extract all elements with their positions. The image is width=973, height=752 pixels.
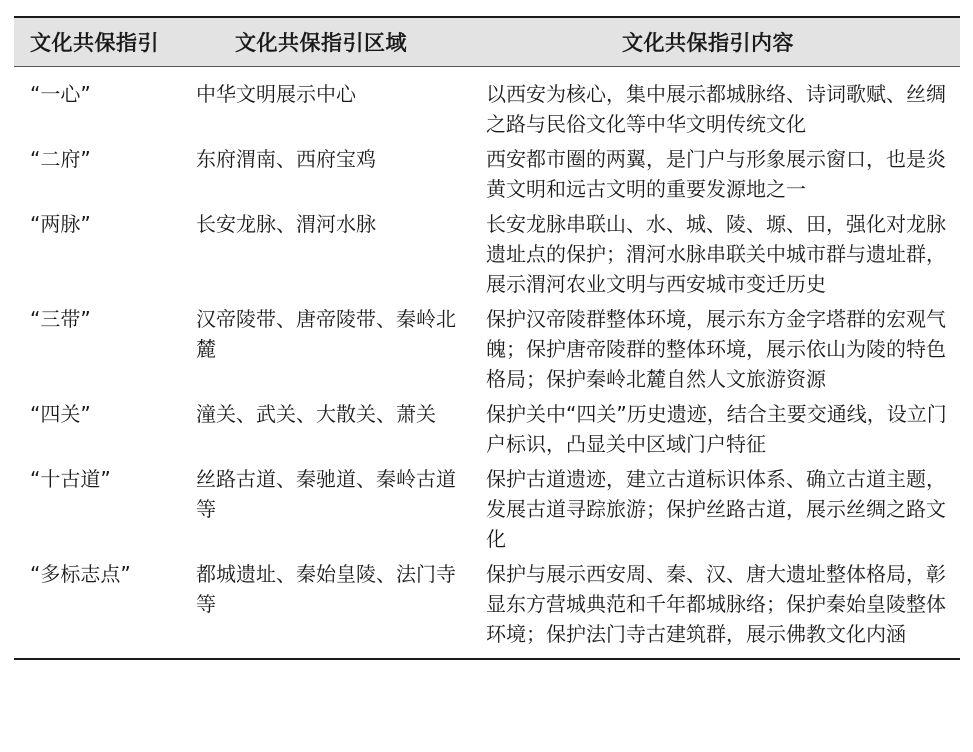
- header-guideline: 文化共保指引: [30, 31, 159, 55]
- row-guideline: “三带”: [30, 307, 91, 331]
- row-region: 长安龙脉、渭河水脉: [196, 212, 376, 236]
- row-region: 都城遗址、秦始皇陵、法门寺等: [196, 562, 456, 616]
- table-row: [14, 399, 960, 459]
- row-region: 潼关、武关、大散关、萧关: [196, 402, 436, 426]
- row-guideline: “一心”: [30, 82, 91, 106]
- row-region: 丝路古道、秦驰道、秦岭古道等: [196, 467, 456, 521]
- row-region: 中华文明展示中心: [196, 82, 356, 106]
- row-guideline: “四关”: [30, 402, 91, 426]
- table-row: [14, 144, 960, 204]
- table-header: [14, 18, 960, 67]
- row-content: 保护与展示西安周、秦、汉、唐大遗址整体格局，彰显东方营城典范和千年都城脉络；保护秦始皇陵整体环境；保护法门寺古建筑群，展示佛教文化内涵: [486, 562, 946, 646]
- row-content: 长安龙脉串联山、水、城、陵、塬、田，强化对龙脉遗址点的保护；渭河水脉串联关中城市群与遗址群，展示渭河农业文明与西安城市变迁历史: [486, 212, 946, 296]
- row-content: 以西安为核心，集中展示都城脉络、诗词歌赋、丝绸之路与民俗文化等中华文明传统文化: [486, 82, 946, 136]
- row-guideline: “二府”: [30, 147, 91, 171]
- table-row: [14, 79, 960, 139]
- table-row: [14, 209, 960, 299]
- row-content: 西安都市圈的两翼，是门户与形象展示窗口，也是炎黄文明和远古文明的重要发源地之一: [486, 147, 946, 201]
- table-body: [14, 67, 960, 658]
- row-region: 汉帝陵带、唐帝陵带、秦岭北麓: [196, 307, 456, 361]
- header-content: 文化共保指引内容: [622, 31, 794, 55]
- row-content: 保护古道遗迹，建立古道标识体系、确立古道主题，发展古道寻踪旅游；保护丝路古道，展示丝绸之路文化: [486, 467, 946, 551]
- table-row: [14, 559, 960, 649]
- bottom-rule: [14, 658, 960, 660]
- table-row: [14, 304, 960, 394]
- row-content: 保护关中“四关”历史遗迹，结合主要交通线，设立门户标识，凸显关中区域门户特征: [486, 402, 947, 456]
- row-guideline: “两脉”: [30, 212, 91, 236]
- table-row: [14, 464, 960, 554]
- header-region: 文化共保指引区域: [235, 31, 407, 55]
- row-guideline: “十古道”: [30, 467, 111, 491]
- row-guideline: “多标志点”: [30, 562, 131, 586]
- cultural-protection-table: [14, 16, 960, 660]
- row-region: 东府渭南、西府宝鸡: [196, 147, 376, 171]
- row-content: 保护汉帝陵群整体环境，展示东方金字塔群的宏观气魄；保护唐帝陵群的整体环境，展示依山为陵的特色格局；保护秦岭北麓自然人文旅游资源: [486, 307, 946, 391]
